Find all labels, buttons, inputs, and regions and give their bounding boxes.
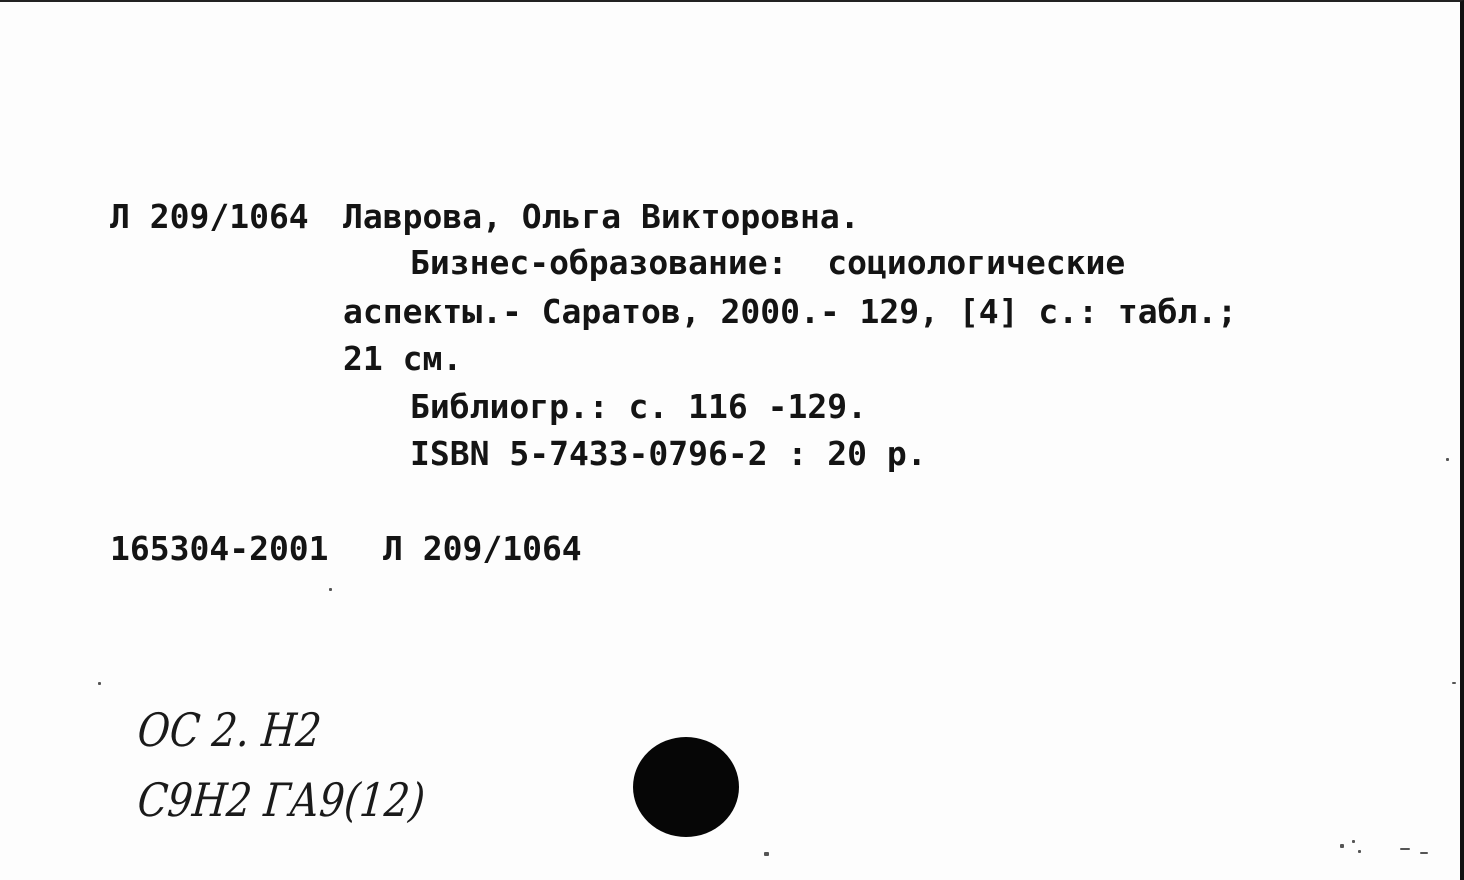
speck	[1352, 840, 1355, 843]
accession-call-number: Л 209/1064	[383, 529, 582, 568]
title-line-1: Бизнес-образование: социологические	[410, 243, 1126, 282]
author-heading: Лаврова, Ольга Викторовна.	[343, 197, 860, 236]
isbn-price: ISBN 5-7433-0796-2 : 20 р.	[410, 434, 927, 473]
speck	[1452, 682, 1456, 684]
speck	[1400, 848, 1410, 850]
handwritten-classification-1: ОС 2. Н2	[135, 703, 324, 757]
title-line-3: 21 см.	[343, 339, 463, 378]
speck	[1340, 844, 1344, 848]
accession-number: 165304-2001	[110, 529, 329, 568]
punch-hole	[633, 737, 739, 837]
handwritten-classification-2: С9Н2 ГА9(12)	[135, 773, 428, 827]
bibliography-note: Библиогр.: с. 116 -129.	[410, 387, 867, 426]
speck	[98, 682, 101, 685]
speck	[1420, 852, 1428, 854]
speck	[1446, 458, 1449, 461]
speck	[1358, 850, 1361, 853]
speck	[329, 588, 332, 591]
speck	[764, 852, 769, 856]
call-number: Л 209/1064	[110, 197, 309, 236]
title-line-2: аспекты.- Саратов, 2000.- 129, [4] с.: табл.;	[343, 292, 1238, 331]
